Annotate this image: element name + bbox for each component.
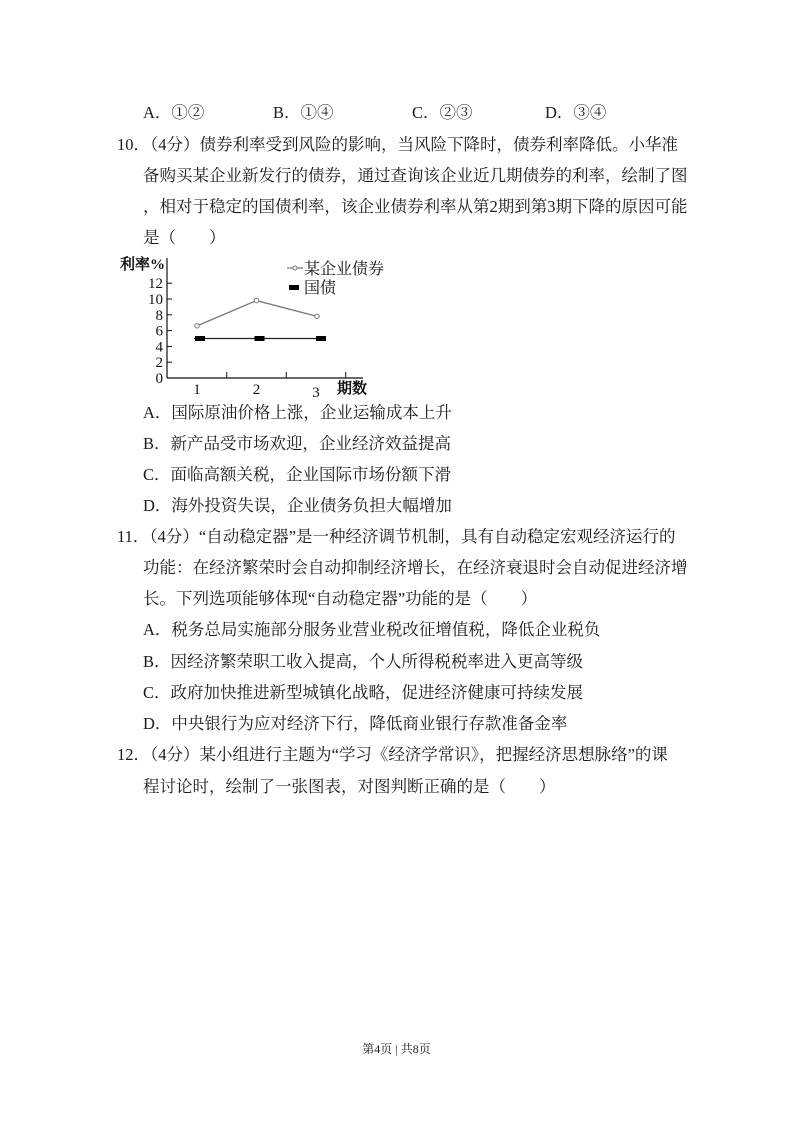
question-text: 功能：在经济繁荣时会自动抑制经济增长，在经济衰退时会自动促进经济增 [143, 558, 688, 577]
question-text: 备购买某企业新发行的债券，通过查询该企业近几期债券的利率，绘制了图 [143, 166, 688, 185]
chart-marks [194, 298, 326, 341]
y-tick-label: 4 [155, 339, 163, 356]
q9-option-d: D．③④ [545, 103, 607, 122]
x-axis-label: 期数 [337, 381, 368, 397]
question-text: 程讨论时，绘制了一张图表，对图判断正确的是（ ） [143, 777, 556, 796]
x-tick-label: 2 [252, 382, 261, 398]
x-tick-label: 3 [312, 385, 320, 400]
y-axis-label: 利率% [120, 257, 166, 273]
bond-rate-chart [110, 250, 410, 400]
legend-marker-corporate [293, 266, 297, 270]
option-b: B．因经济繁荣职工收入提高，个人所得税税率进入更高等级 [143, 652, 584, 671]
question-text: 是（ ） [143, 228, 226, 247]
option-a: A．税务总局实施部分服务业营业税改征增值税，降低企业税负 [143, 620, 601, 639]
legend-marker-national [289, 285, 299, 290]
national-bond-point [255, 336, 265, 341]
q9-option-c: C．②③ [412, 103, 473, 122]
legend [287, 260, 384, 297]
x-tick-label: 1 [193, 382, 201, 398]
corporate-bond-point [315, 314, 319, 318]
question-text: ，相对于稳定的国债利率，该企业债券利率从第2期到第3期下降的原因可能 [143, 197, 688, 216]
y-tick-label: 6 [155, 323, 163, 340]
option-d: D．中央银行为应对经济下行，降低商业银行存款准备金率 [143, 714, 568, 733]
y-tick-label: 2 [155, 355, 163, 372]
corporate-bond-point [195, 324, 199, 328]
q9-option-a: A．①② [143, 103, 205, 122]
option-c: C．面临高额关税，企业国际市场份额下滑 [143, 465, 452, 484]
page-footer: 第4页 | 共8页 [362, 1042, 431, 1056]
legend-label-corporate: 某企业债券 [304, 261, 385, 278]
corporate-bond-line [197, 301, 317, 326]
option-d: D．海外投资失误，企业债务负担大幅增加 [143, 496, 452, 515]
corporate-bond-point [254, 298, 258, 302]
option-b: B．新产品受市场欢迎，企业经济效益提高 [143, 434, 452, 453]
option-c: C．政府加快推进新型城镇化战略，促进经济健康可持续发展 [143, 683, 584, 702]
question-text: 11．（4分）“自动稳定器”是一种经济调节机制，具有自动稳定宏观经济运行的 [117, 527, 676, 546]
question-text: 长。下列选项能够体现“自动稳定器”功能的是（ ） [143, 589, 538, 608]
y-tick-label: 8 [155, 307, 163, 324]
question-text: 10．（4分）债券利率受到风险的影响，当风险下降时，债券利率降低。小华准 [117, 135, 678, 154]
national-bond-point [316, 336, 326, 341]
y-tick-label: 10 [148, 292, 163, 308]
y-tick-label: 0 [155, 371, 163, 387]
question-text: 12．（4分）某小组进行主题为“学习《经济学常识》，把握经济思想脉络”的课 [117, 745, 668, 764]
y-tick-label: 12 [148, 276, 163, 293]
national-bond-point [195, 336, 205, 341]
legend-label-national: 国债 [304, 280, 337, 297]
q9-option-b: B．①④ [273, 103, 334, 122]
option-a: A．国际原油价格上涨，企业运输成本上升 [143, 403, 452, 422]
